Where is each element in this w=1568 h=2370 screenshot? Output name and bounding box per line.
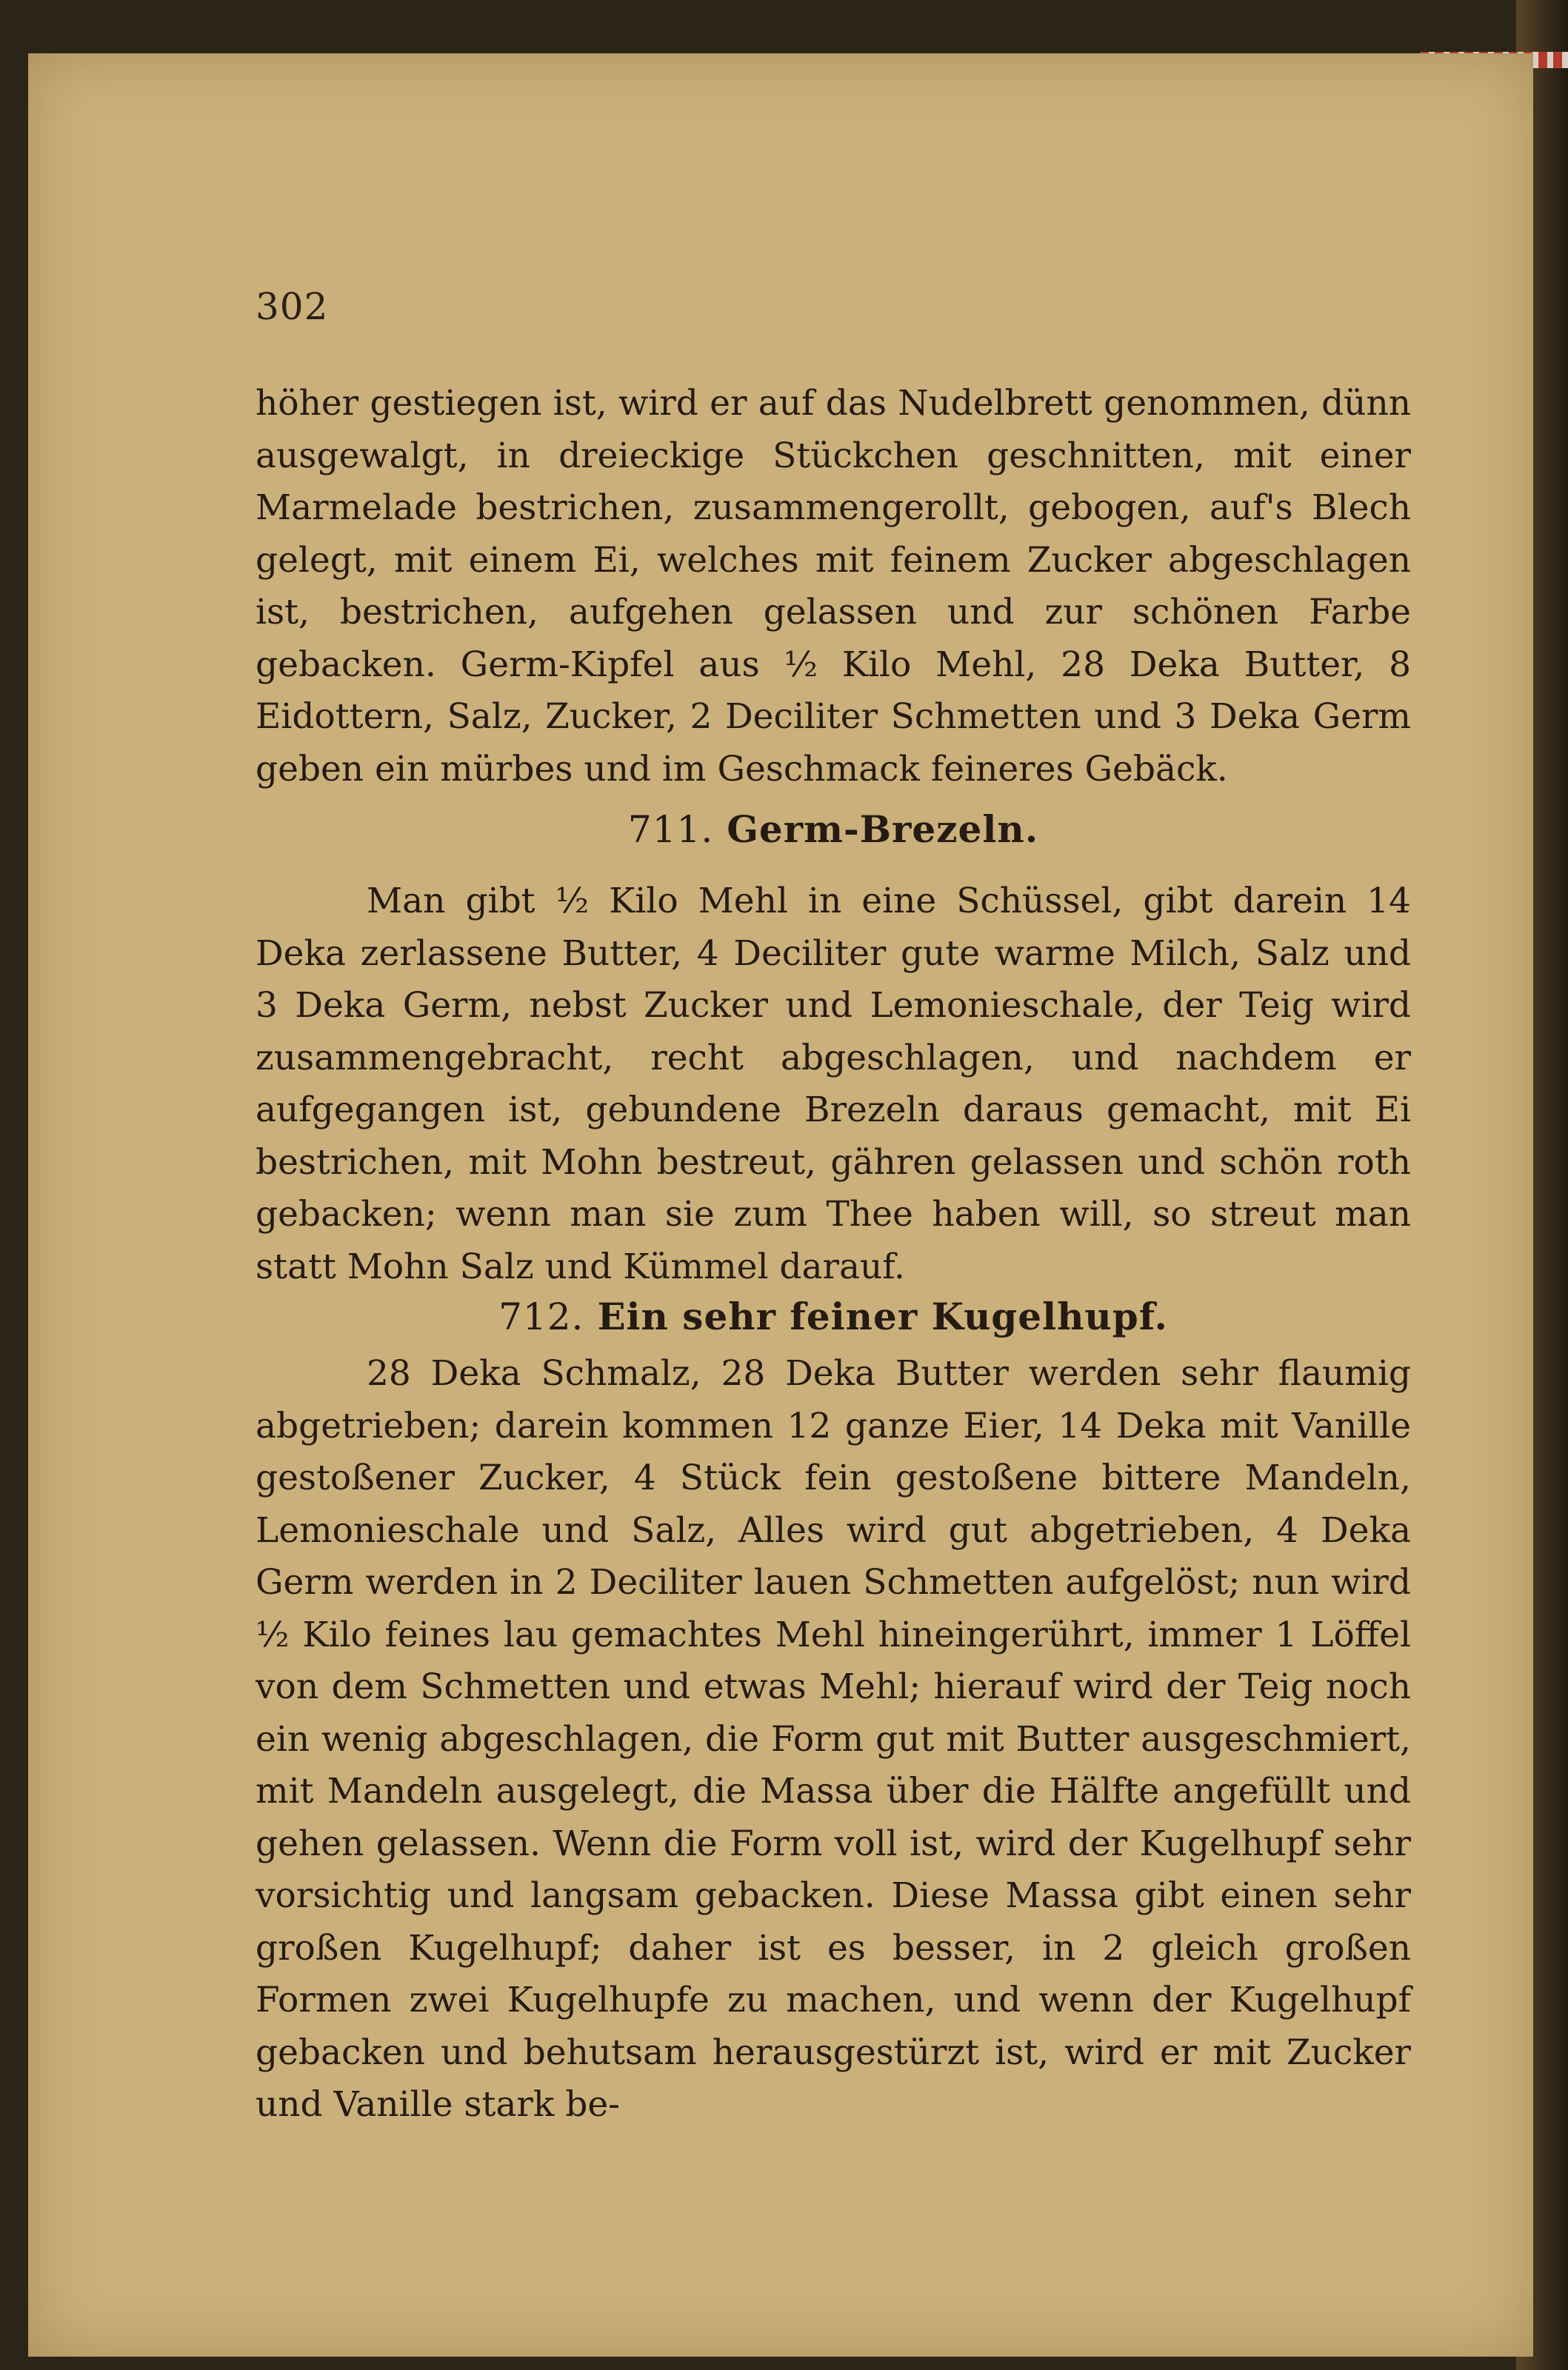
recipe-712-title: Ein sehr feiner Kugelhupf.: [597, 1295, 1168, 1338]
recipe-712-heading: [256, 1293, 1411, 1341]
recipe-711-heading: [256, 806, 1411, 853]
recipe-711-text: Man gibt ½ Kilo Mehl in eine Schüssel, gibt darein 14 Deka zerlassene Butter, 4 Deciliter gute warme Milch, Salz und 3 Deka Germ, nebst Zucker und Lemonieschale, der Teig wird zusammengebracht, recht abgeschlagen, und nachdem er aufgegangen ist, gebundene Brezeln daraus gemacht, mit Ei bestrichen, mit Mohn bestreut, gähren gelassen und schön roth gebacken; wenn man sie zum Thee haben will, so streut man statt Mohn Salz und Kümmel darauf.: [256, 881, 1411, 1287]
continued-paragraph: höher gestiegen ist, wird er auf das Nudelbrett genommen, dünn ausgewalgt, in dreieckige Stückchen geschnitten, mit einer Marmelade bestrichen, zusammengerollt, gebogen, auf's Blech gelegt, mit einem Ei, welches mit feinem Zucker abgeschlagen ist, bestrichen, aufgehen gelassen und zur schönen Farbe gebacken. Germ-Kipfel aus ½ Kilo Mehl, 28 Deka Butter, 8 Eidottern, Salz, Zucker, 2 Deciliter Schmetten und 3 Deka Germ geben ein mürbes und im Geschmack feineres Gebäck.: [256, 383, 1411, 790]
recipe-711-title: Germ-Brezeln.: [727, 807, 1039, 851]
recipe-711-number: 711.: [627, 808, 714, 851]
page-number: 302: [256, 285, 329, 328]
recipe-712-text: 28 Deka Schmalz, 28 Deka Butter werden sehr flaumig abgetrieben; darein kommen 12 ganze Eier, 14 Deka mit Vanille gestoßener Zucker, 4 Stück fein gestoßene bittere Mandeln, Lemonieschale und Salz, Alles wird gut abgetrieben, 4 Deka Germ werden in 2 Deciliter lauen Schmetten aufgelöst; nun wird ½ Kilo feines lau gemachtes Mehl hineingerührt, immer 1 Löffel von dem Schmetten und etwas Mehl; hierauf wird der Teig noch ein wenig abgeschlagen, die Form gut mit Butter ausgeschmiert, mit Mandeln ausgelegt, die Massa über die Hälfte angefüllt und gehen gelassen. Wenn die Form voll ist, wird der Kugelhupf sehr vorsichtig und langsam gebacken. Diese Massa gibt einen sehr großen Kugelhupf; daher ist es besser, in 2 gleich großen Formen zwei Kugelhupfe zu machen, und wenn der Kugelhupf gebacken und behutsam herausgestürzt ist, wird er mit Zucker und Vanille stark be-: [256, 1353, 1411, 2125]
page-content: [256, 378, 1411, 2132]
recipe-712-number: 712.: [498, 1295, 584, 1338]
